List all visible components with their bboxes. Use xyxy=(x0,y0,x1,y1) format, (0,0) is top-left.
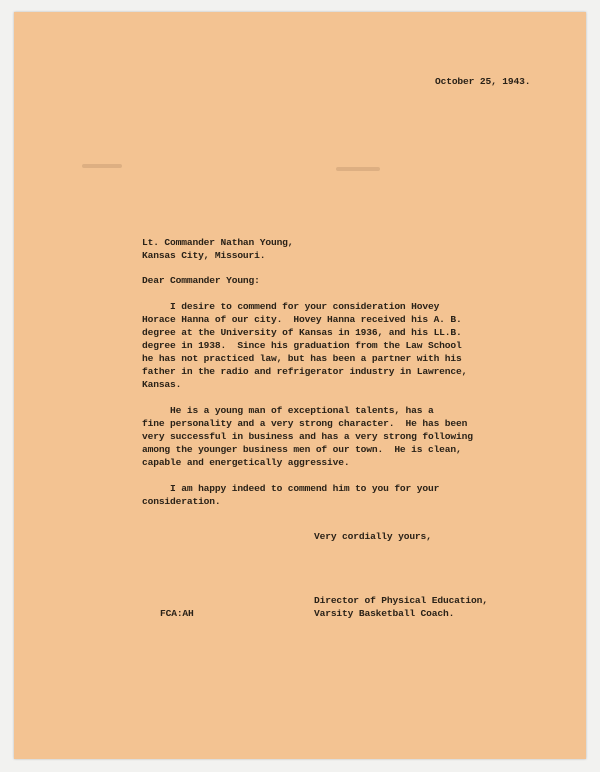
paragraph-line: Kansas. xyxy=(142,379,182,390)
paragraph-line: Horace Hanna of our city. Hovey Hanna received his A. B. xyxy=(142,314,462,325)
signature-title: Director of Physical Education, xyxy=(314,595,488,606)
paragraph-line: fine personality and a very strong character. He has been xyxy=(142,418,468,429)
paragraph-line: He is a young man of exceptional talents, has a xyxy=(142,405,434,416)
typist-initials: FCA:AH xyxy=(160,608,194,619)
paragraph-line: consideration. xyxy=(142,496,221,507)
paragraph-line: among the younger business men of our town. He is clean, xyxy=(142,444,462,455)
recipient-name: Lt. Commander Nathan Young, xyxy=(142,237,294,248)
signature-subtitle: Varsity Basketball Coach. xyxy=(314,608,455,619)
paragraph-line: degree at the University of Kansas in 1936, and his LL.B. xyxy=(142,327,462,338)
paper-smudge xyxy=(336,167,380,171)
paragraph-line: degree in 1938. Since his graduation from the Law School xyxy=(142,340,462,351)
letter-page xyxy=(14,12,586,759)
paragraph-line: he has not practiced law, but has been a partner with his xyxy=(142,353,462,364)
paragraph-line: I am happy indeed to commend him to you for your xyxy=(142,483,440,494)
paragraph-line: very successful in business and has a very strong following xyxy=(142,431,473,442)
recipient-address: Kansas City, Missouri. xyxy=(142,250,266,261)
paragraph-line: capable and energetically aggressive. xyxy=(142,457,350,468)
closing: Very cordially yours, xyxy=(314,531,432,542)
paragraph-line: I desire to commend for your consideration Hovey xyxy=(142,301,440,312)
paragraph-line: father in the radio and refrigerator industry in Lawrence, xyxy=(142,366,468,377)
salutation: Dear Commander Young: xyxy=(142,275,260,286)
paper-smudge xyxy=(82,164,122,168)
letter-date: October 25, 1943. xyxy=(435,76,531,87)
